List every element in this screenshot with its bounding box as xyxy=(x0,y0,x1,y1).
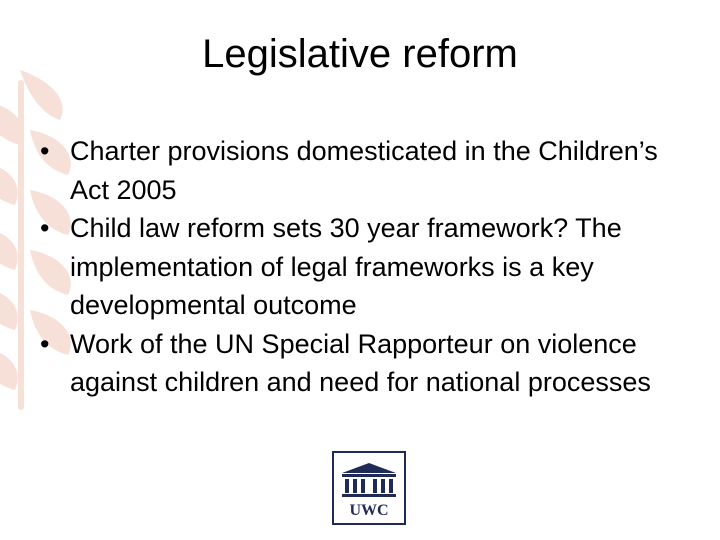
slide-title: Legislative reform xyxy=(202,32,518,76)
bullet-item xyxy=(40,325,680,402)
bullet-glyph: • xyxy=(40,213,50,243)
bullet-list xyxy=(40,132,680,402)
bullet-glyph: • xyxy=(40,136,50,166)
bullet-text: Work of the UN Special Rapporteur on violence against children and need for national processes xyxy=(70,328,651,397)
uwc-logo xyxy=(332,451,406,525)
bullet-item xyxy=(40,209,680,325)
bullet-item xyxy=(40,132,680,209)
logo-text: UWC xyxy=(349,502,389,519)
bullet-text: Child law reform sets 30 year framework? The implementation of legal frameworks is a key developmental outcome xyxy=(70,213,622,320)
bullet-text: Charter provisions domesticated in the Children’s Act 2005 xyxy=(70,136,658,205)
bullet-glyph: • xyxy=(40,328,50,359)
